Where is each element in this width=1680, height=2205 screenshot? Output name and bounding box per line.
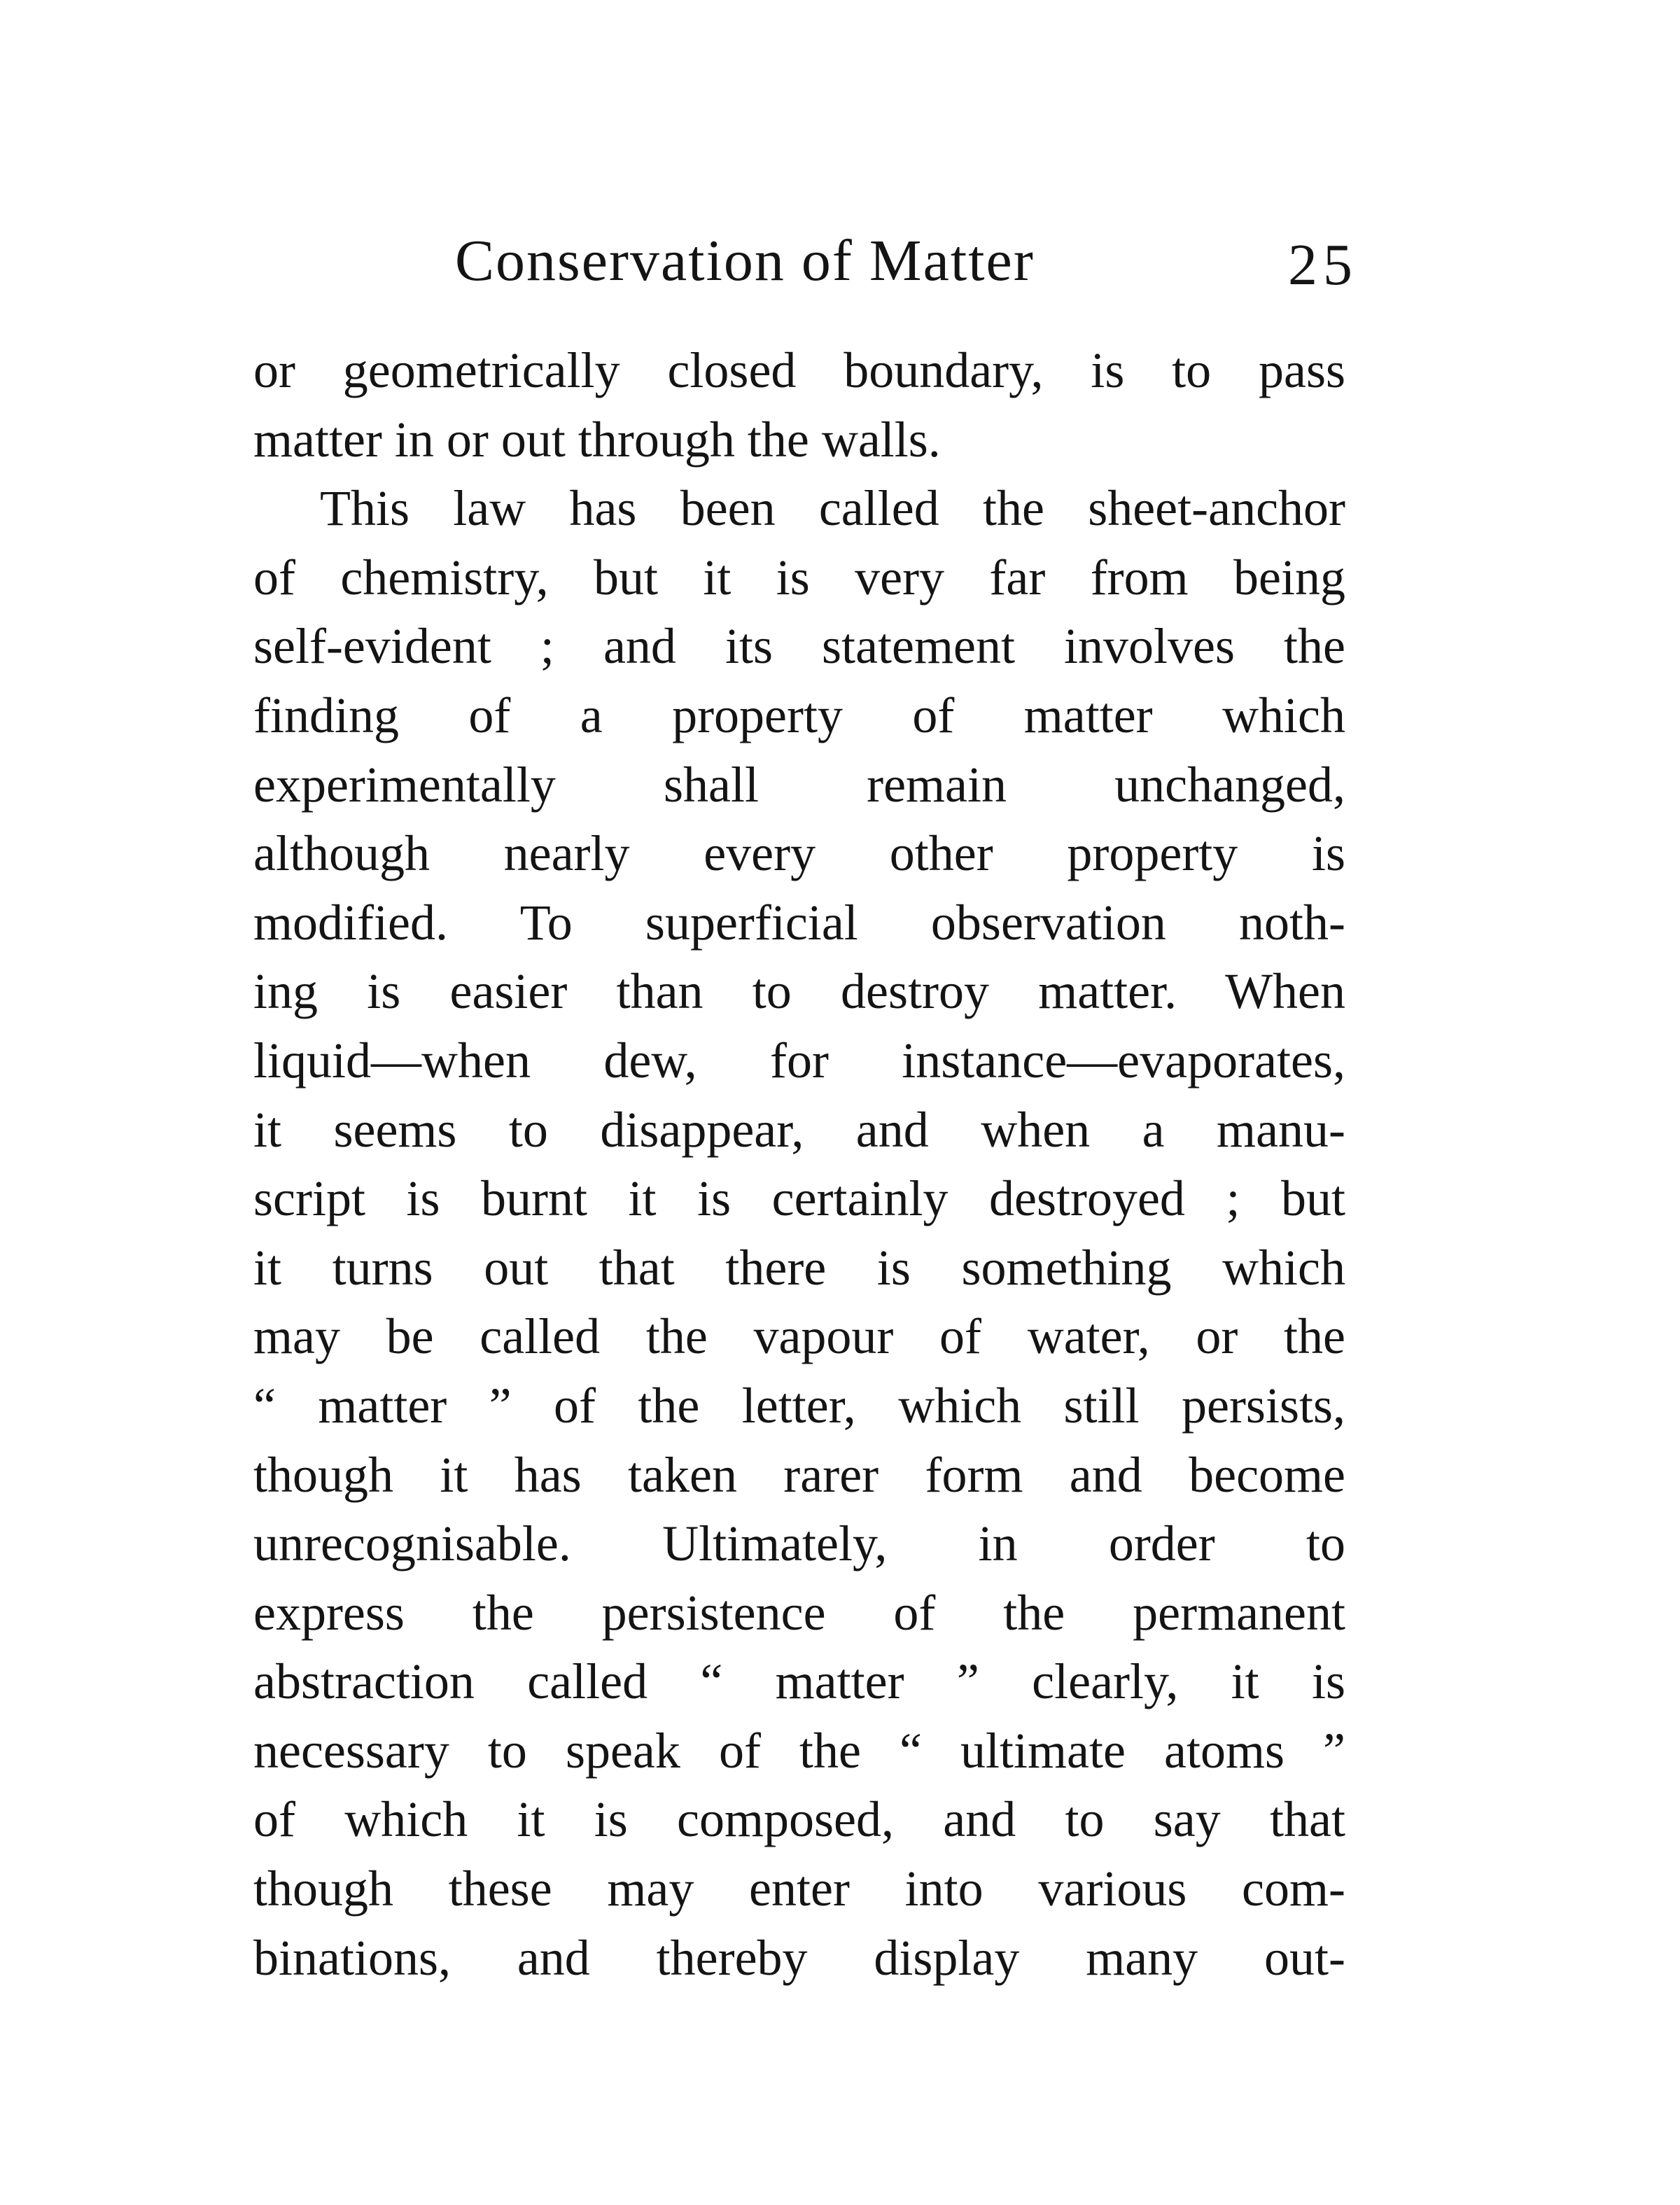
page-number: 25 xyxy=(1288,232,1358,298)
text-line: “ matter ” of the letter, which still persists, xyxy=(253,1377,1345,1434)
text-line: self-evident ; and its statement involves the xyxy=(253,618,1345,675)
paragraph-first-line: This law has been called the sheet-anchor xyxy=(320,480,1345,537)
text-line: finding of a property of matter which xyxy=(253,687,1345,743)
running-title: Conservation of Matter xyxy=(455,228,1035,293)
text-line: of chemistry, but it is very far from being xyxy=(253,549,1345,606)
text-line: script is burnt it is certainly destroyed ; but xyxy=(253,1170,1345,1227)
text-line: or geometrically closed boundary, is to pass xyxy=(253,342,1345,398)
text-line: binations, and thereby display many out- xyxy=(253,1929,1345,1986)
text-line: although nearly every other property is xyxy=(253,825,1345,882)
text-line: modified. To superficial observation noth- xyxy=(253,894,1345,951)
text-line: abstraction called “ matter ” clearly, it is xyxy=(253,1653,1345,1710)
paragraph-end-line: matter in or out through the walls. xyxy=(253,411,941,468)
text-line: it seems to disappear, and when a manu- xyxy=(253,1101,1345,1158)
text-line: express the persistence of the permanent xyxy=(253,1584,1345,1641)
text-line: liquid—when dew, for instance—evaporates, xyxy=(253,1032,1345,1088)
body-text xyxy=(253,336,1345,1992)
text-line: necessary to speak of the “ ultimate atoms ” xyxy=(253,1722,1345,1779)
text-line: though it has taken rarer form and become xyxy=(253,1446,1345,1503)
text-line: unrecognisable. Ultimately, in order to xyxy=(253,1516,1345,1572)
text-line: ing is easier than to destroy matter. When xyxy=(253,963,1345,1020)
text-line: of which it is composed, and to say that xyxy=(253,1791,1345,1848)
text-line: experimentally shall remain unchanged, xyxy=(253,756,1345,813)
text-line: though these may enter into various com- xyxy=(253,1861,1345,1917)
running-head xyxy=(455,223,1358,300)
text-line: may be called the vapour of water, or the xyxy=(253,1308,1345,1365)
text-line: it turns out that there is something which xyxy=(253,1239,1345,1296)
